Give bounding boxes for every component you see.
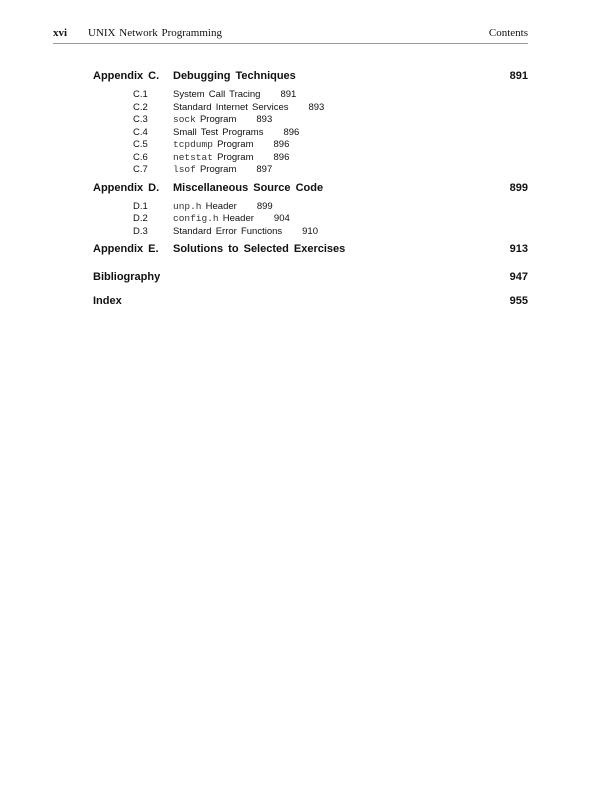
- appendix-c-heading[interactable]: [93, 70, 528, 85]
- toc-section-c4[interactable]: [93, 127, 528, 140]
- appendix-d-heading[interactable]: [93, 182, 528, 197]
- toc-section-c7[interactable]: [93, 164, 528, 177]
- index-label: Index: [93, 295, 122, 307]
- appendix-e-heading[interactable]: [93, 243, 528, 258]
- section-number: D.3: [133, 225, 148, 237]
- section-number: D.2: [133, 213, 148, 224]
- section-title: Program: [217, 139, 254, 150]
- toc-section-c2[interactable]: [93, 102, 528, 115]
- section-page: 891: [280, 89, 297, 100]
- section-title: Program: [217, 151, 254, 163]
- section-number: C.5: [133, 139, 148, 150]
- index-entry[interactable]: [93, 295, 528, 310]
- appendix-title: Miscellaneous Source Code: [173, 181, 324, 194]
- section-code: config.h: [173, 213, 219, 224]
- section-page: 896: [273, 151, 290, 163]
- toc-section-d3[interactable]: [93, 226, 528, 239]
- appendix-label: Appendix C.: [93, 70, 160, 82]
- section-title: Standard Internet Services: [173, 101, 289, 113]
- appendix-d-entry: [93, 182, 528, 239]
- section-number: C.1: [133, 89, 148, 100]
- toc-section-d1[interactable]: [93, 201, 528, 214]
- section-number: C.4: [133, 126, 148, 138]
- section-code: sock: [173, 114, 196, 125]
- section-number: C.2: [133, 101, 148, 113]
- section-title: Program: [199, 164, 237, 175]
- section-page: 899: [256, 200, 273, 212]
- section-code: netstat: [173, 151, 213, 163]
- appendix-c-entry: [93, 70, 528, 177]
- toc-section-c5[interactable]: [93, 139, 528, 152]
- section-page: 896: [273, 139, 290, 150]
- section-page: 893: [256, 114, 273, 125]
- toc-section-d2[interactable]: [93, 213, 528, 226]
- toc-section-c3[interactable]: [93, 114, 528, 127]
- section-title: Header: [222, 213, 254, 224]
- table-of-contents: [93, 70, 528, 310]
- appendix-title: Solutions to Selected Exercises: [173, 243, 346, 255]
- section-page: 896: [283, 126, 300, 138]
- section-title: Small Test Programs: [173, 126, 264, 138]
- appendix-page: 913: [509, 243, 528, 255]
- index-page: 955: [509, 295, 528, 307]
- section-title: Header: [205, 200, 237, 212]
- section-title: Standard Error Functions: [173, 225, 283, 237]
- section-list: [93, 85, 528, 177]
- bibliography-label: Bibliography: [93, 271, 161, 283]
- book-title: UNIX Network Programming: [88, 27, 222, 39]
- appendix-page: 891: [509, 70, 528, 82]
- appendix-page: 899: [509, 181, 528, 194]
- bibliography-entry[interactable]: [93, 271, 528, 286]
- running-section-title: Contents: [488, 27, 528, 39]
- section-number: D.1: [133, 200, 148, 212]
- section-code: tcpdump: [173, 139, 213, 150]
- section-code: unp.h: [173, 200, 202, 212]
- section-page: 897: [256, 164, 273, 175]
- section-number: C.6: [133, 151, 148, 163]
- section-page: 893: [308, 101, 325, 113]
- section-title: Program: [199, 114, 237, 125]
- section-code: lsof: [173, 164, 196, 175]
- appendix-e-entry: [93, 243, 528, 258]
- page-number: xvi: [53, 27, 68, 39]
- appendix-label: Appendix E.: [93, 243, 159, 255]
- appendix-label: Appendix D.: [93, 181, 160, 194]
- section-page: 910: [302, 225, 318, 237]
- section-list: [93, 197, 528, 239]
- toc-section-c1[interactable]: [93, 89, 528, 102]
- section-number: C.7: [133, 164, 148, 175]
- toc-section-c6[interactable]: [93, 152, 528, 165]
- section-number: C.3: [133, 114, 148, 125]
- section-page: 904: [273, 213, 290, 224]
- running-header: [53, 27, 528, 44]
- section-title: System Call Tracing: [173, 89, 261, 100]
- appendix-title: Debugging Techniques: [173, 70, 296, 82]
- bibliography-page: 947: [509, 271, 528, 283]
